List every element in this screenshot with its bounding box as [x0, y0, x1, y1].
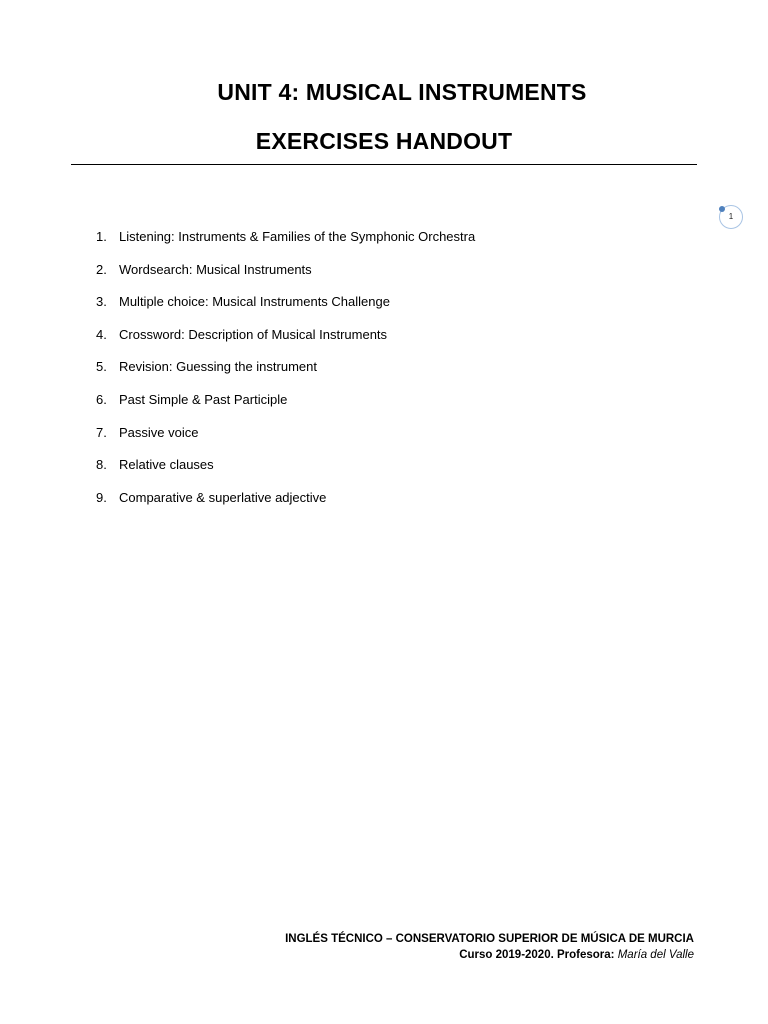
page-subtitle: EXERCISES HANDOUT [255, 128, 513, 154]
list-item-number: 4. [96, 326, 107, 342]
list-item-text: Comparative & superlative adjective [119, 489, 327, 505]
list-item-number: 1. [96, 229, 107, 244]
list-item-number: 9. [96, 489, 107, 505]
list-item-text: Multiple choice: Musical Instruments Challenge [119, 294, 390, 310]
title-divider [71, 164, 697, 165]
list-item-text: Revision: Guessing the instrument [119, 359, 317, 375]
list-item-number: 8. [96, 457, 107, 473]
list-item-number: 6. [96, 391, 107, 407]
page-title: UNIT 4: MUSICAL INSTRUMENTS [217, 79, 587, 105]
list-item-number: 5. [96, 359, 107, 375]
footer-course-line [285, 947, 694, 963]
page-footer [285, 931, 694, 963]
list-item-text: Passive voice [119, 424, 199, 440]
footer-author: María del Valle [617, 949, 694, 961]
list-item-text: Relative clauses [119, 457, 214, 473]
page-number-badge: 1 [719, 205, 743, 229]
footer-course: Curso 2019-2020. Profesora: [459, 949, 618, 961]
list-item-text: Listening: Instruments & Families of the Symphonic Orchestra [119, 229, 476, 244]
list-item-number: 7. [96, 424, 107, 440]
list-item-number: 2. [96, 261, 107, 277]
page-number-dot-icon [719, 206, 725, 212]
footer-institution: INGLÉS TÉCNICO – CONSERVATORIO SUPERIOR DE MÚSICA DE MURCIA [285, 933, 694, 945]
list-item-number: 3. [96, 294, 107, 310]
list-item-text: Past Simple & Past Participle [119, 391, 288, 407]
list-item-text: Crossword: Description of Musical Instruments [119, 326, 388, 342]
list-item-text: Wordsearch: Musical Instruments [119, 261, 312, 277]
